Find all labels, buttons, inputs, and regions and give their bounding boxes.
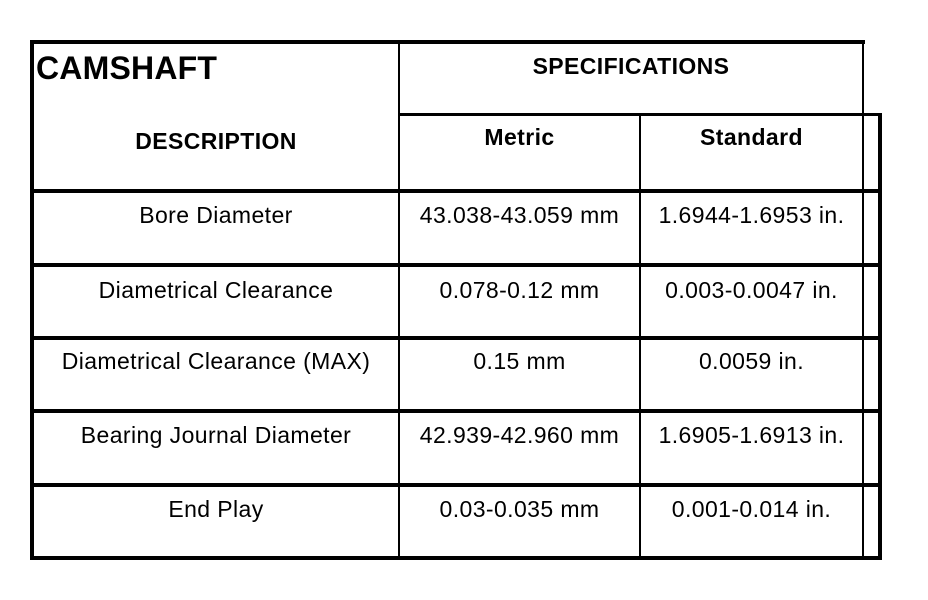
row-divider [30,263,882,267]
row-description: Bearing Journal Diameter [80,422,352,448]
row-metric-value: 42.939-42.960 mm [419,422,620,448]
row-standard-value: 1.6905-1.6913 in. [658,422,845,448]
table-title: CAMSHAFT [36,50,218,86]
table-border-right [862,40,864,560]
row-standard-value: 1.6944-1.6953 in. [658,202,845,228]
row-divider [30,483,882,487]
row-divider [30,189,882,193]
row-metric-value: 43.038-43.059 mm [419,202,620,228]
row-metric-value: 0.078-0.12 mm [439,277,600,303]
row-description: Bore Diameter [139,202,293,228]
row-standard-value: 0.001-0.014 in. [671,496,832,522]
row-standard-value: 0.003-0.0047 in. [665,277,838,303]
row-standard-value: 0.0059 in. [698,348,805,374]
row-description: Diametrical Clearance (MAX) [61,348,371,374]
header-specifications: SPECIFICATIONS [532,53,730,79]
table-border-bottom [30,556,882,560]
table-border-top [30,40,865,44]
column-divider [639,115,641,560]
row-metric-value: 0.15 mm [473,348,566,374]
table-border-right-outer [878,115,882,560]
row-divider [30,336,882,340]
row-metric-value: 0.03-0.035 mm [439,496,600,522]
row-divider [30,409,882,413]
row-description: Diametrical Clearance [98,277,334,303]
header-standard: Standard [700,124,803,150]
header-description: DESCRIPTION [135,128,297,154]
row-description: End Play [168,496,264,522]
header-metric: Metric [484,124,555,150]
